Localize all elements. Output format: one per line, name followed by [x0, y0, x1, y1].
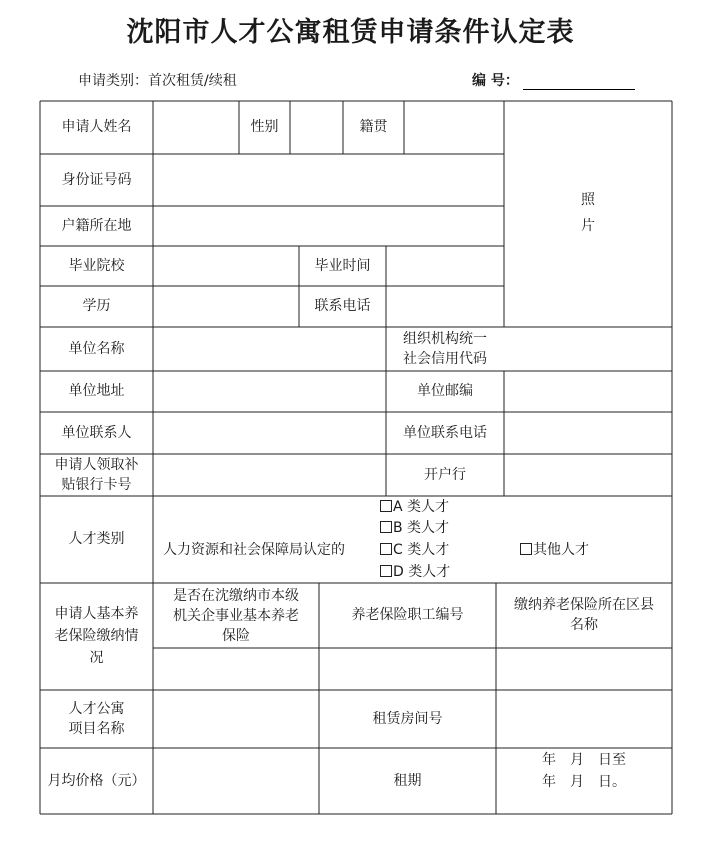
talent-option-other-label: 其他人才 [533, 542, 589, 558]
serial-number-label: 编 号： [472, 73, 519, 89]
org-code-label-2: 社会信用代码 [403, 351, 487, 367]
bank-card-label-2: 贴银行卡号 [61, 477, 132, 493]
checkbox-icon [380, 500, 392, 512]
pension-district-label-2: 名称 [570, 617, 598, 633]
applicant-name-label: 申请人姓名 [61, 119, 132, 135]
pension-label-1: 申请人基本养 [54, 606, 139, 622]
pension-district-label-1: 缴纳养老保险所在区县 [514, 597, 654, 613]
pension-question-1a: 是否在沈缴纳市本级 [173, 588, 299, 604]
education-label: 学历 [82, 298, 111, 314]
photo-label-1: 照 [581, 191, 595, 208]
monthly-price-label: 月均价格（元） [47, 772, 146, 789]
checkbox-icon [380, 521, 392, 533]
application-category: 申请类别：首次租赁/续租 [78, 73, 237, 89]
school-label: 毕业院校 [68, 257, 125, 274]
org-code-label-1: 组织机构统一 [403, 331, 487, 347]
bank-name-label: 开户行 [424, 466, 466, 483]
talent-category-label: 人才类别 [68, 531, 125, 547]
pension-label-3: 况 [89, 650, 104, 666]
talent-option-other[interactable] [520, 541, 589, 559]
phone-label: 联系电话 [314, 298, 371, 314]
postcode-label: 单位邮编 [417, 383, 473, 399]
talent-option-c[interactable] [380, 541, 449, 559]
lease-date-start: 年 月 日至 [542, 752, 626, 768]
contact-label: 单位联系人 [61, 424, 132, 441]
pension-question-1b: 机关企事业基本养老 [173, 608, 299, 624]
native-place-label: 籍贯 [359, 119, 388, 135]
room-number-label: 租赁房间号 [372, 710, 443, 727]
talent-option-c-label: C 类人才 [393, 542, 450, 558]
talent-option-d-label: D 类人才 [393, 564, 451, 580]
checkbox-icon [380, 543, 392, 555]
household-label: 户籍所在地 [61, 217, 132, 234]
id-number-label: 身份证号码 [61, 171, 132, 188]
checkbox-icon [380, 565, 392, 577]
employer-address-label: 单位地址 [68, 383, 125, 399]
pension-label-2: 老保险缴纳情 [54, 628, 139, 644]
lease-date-end: 年 月 日。 [542, 774, 626, 790]
talent-recognized-text: 人力资源和社会保障局认定的 [163, 542, 345, 558]
photo-label-2: 片 [581, 217, 595, 234]
gender-label: 性别 [250, 119, 279, 135]
talent-option-a-label: A 类人才 [393, 499, 450, 515]
page-title: 沈阳市人才公寓租赁申请条件认定表 [126, 17, 575, 48]
apartment-label-2: 项目名称 [68, 721, 125, 737]
apartment-label-1: 人才公寓 [68, 701, 125, 717]
bank-card-label-1: 申请人领取补 [54, 457, 139, 473]
employer-name-label: 单位名称 [68, 340, 125, 357]
pension-question-1c: 保险 [222, 628, 250, 644]
pension-employee-number-label: 养老保险职工编号 [351, 607, 464, 623]
talent-option-d[interactable] [380, 563, 450, 581]
lease-term-label: 租期 [393, 772, 422, 789]
talent-option-a[interactable] [380, 498, 449, 516]
talent-option-b[interactable] [380, 519, 449, 537]
checkbox-icon [520, 543, 532, 555]
talent-option-b-label: B 类人才 [393, 520, 450, 536]
contact-phone-label: 单位联系电话 [403, 424, 487, 441]
grad-time-label: 毕业时间 [314, 257, 371, 274]
